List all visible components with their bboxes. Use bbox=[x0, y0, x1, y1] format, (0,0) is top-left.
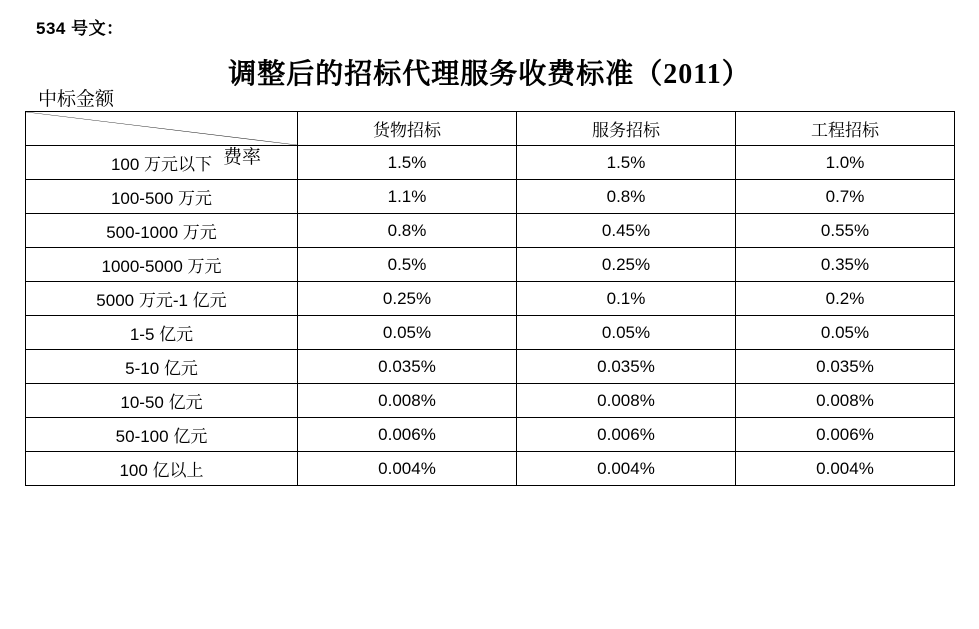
table-row bbox=[26, 214, 955, 248]
cell-engineering: 0.035% bbox=[736, 350, 955, 384]
cell-goods: 0.035% bbox=[298, 350, 517, 384]
corner-amount-label: 中标金额 bbox=[38, 89, 115, 110]
row-label: 5000 万元-1 亿元 bbox=[26, 282, 298, 316]
cell-goods: 0.5% bbox=[298, 248, 517, 282]
row-label: 50-100 亿元 bbox=[26, 418, 298, 452]
cell-service: 0.1% bbox=[517, 282, 736, 316]
row-label: 500-1000 万元 bbox=[26, 214, 298, 248]
cell-engineering: 0.55% bbox=[736, 214, 955, 248]
table-header-row bbox=[26, 112, 955, 146]
table-row bbox=[26, 384, 955, 418]
diagonal-divider-icon bbox=[26, 112, 297, 145]
cell-service: 0.004% bbox=[517, 452, 736, 486]
corner-rate-label: 费率 bbox=[222, 147, 261, 168]
cell-goods: 0.05% bbox=[298, 316, 517, 350]
cell-engineering: 0.006% bbox=[736, 418, 955, 452]
cell-goods: 0.8% bbox=[298, 214, 517, 248]
row-label: 100 万元以下 bbox=[26, 146, 298, 180]
cell-service: 0.008% bbox=[517, 384, 736, 418]
cell-engineering: 0.004% bbox=[736, 452, 955, 486]
cell-goods: 1.5% bbox=[298, 146, 517, 180]
row-label: 1000-5000 万元 bbox=[26, 248, 298, 282]
table-row bbox=[26, 350, 955, 384]
table-row bbox=[26, 248, 955, 282]
cell-service: 0.035% bbox=[517, 350, 736, 384]
cell-service: 0.006% bbox=[517, 418, 736, 452]
cell-goods: 0.008% bbox=[298, 384, 517, 418]
page-title: 调整后的招标代理服务收费标准（2011） bbox=[228, 59, 751, 90]
cell-service: 0.45% bbox=[517, 214, 736, 248]
table-row bbox=[26, 180, 955, 214]
cell-service: 0.8% bbox=[517, 180, 736, 214]
cell-goods: 1.1% bbox=[298, 180, 517, 214]
cell-service: 0.25% bbox=[517, 248, 736, 282]
table-row bbox=[26, 418, 955, 452]
column-header-engineering: 工程招标 bbox=[736, 112, 955, 146]
table-row bbox=[26, 452, 955, 486]
cell-service: 0.05% bbox=[517, 316, 736, 350]
table-row bbox=[26, 282, 955, 316]
cell-engineering: 0.05% bbox=[736, 316, 955, 350]
cell-engineering: 0.7% bbox=[736, 180, 955, 214]
document-note: 534 号文： bbox=[36, 19, 124, 38]
table-row bbox=[26, 146, 955, 180]
cell-goods: 0.25% bbox=[298, 282, 517, 316]
cell-goods: 0.004% bbox=[298, 452, 517, 486]
cell-service: 1.5% bbox=[517, 146, 736, 180]
cell-engineering: 0.008% bbox=[736, 384, 955, 418]
row-label: 100 亿以上 bbox=[26, 452, 298, 486]
row-label: 1-5 亿元 bbox=[26, 316, 298, 350]
cell-engineering: 0.35% bbox=[736, 248, 955, 282]
table-row bbox=[26, 316, 955, 350]
cell-engineering: 0.2% bbox=[736, 282, 955, 316]
fee-standard-table bbox=[25, 89, 955, 486]
cell-goods: 0.006% bbox=[298, 418, 517, 452]
column-header-goods: 货物招标 bbox=[298, 112, 517, 146]
row-label: 100-500 万元 bbox=[26, 180, 298, 214]
row-label: 10-50 亿元 bbox=[26, 384, 298, 418]
column-header-service: 服务招标 bbox=[517, 112, 736, 146]
row-label: 5-10 亿元 bbox=[26, 350, 298, 384]
cell-engineering: 1.0% bbox=[736, 146, 955, 180]
fee-table-container bbox=[25, 89, 954, 486]
